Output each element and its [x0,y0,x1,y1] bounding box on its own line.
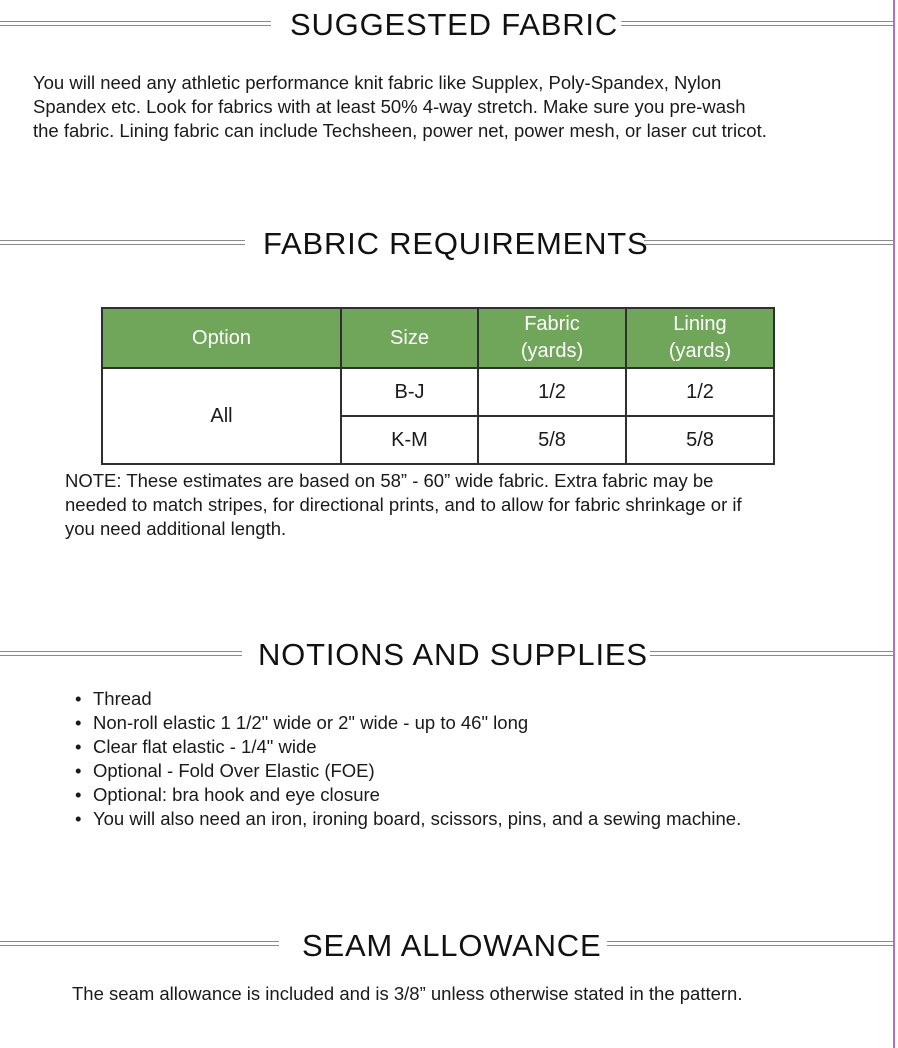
seam-allowance-text: The seam allowance is included and is 3/8” unless otherwise stated in the pattern. [72,983,743,1004]
header-unit: (yards) [520,340,584,362]
note-line: you need additional length. [65,518,287,539]
list-item: • Clear flat elastic - 1/4" wide [73,735,741,759]
heading-rule-left [0,240,245,245]
size-cell: K-M [341,416,478,464]
fabric-note [65,469,742,541]
heading-rule-right [607,941,893,946]
note-line: NOTE: These estimates are based on 58” - 60” wide fabric. Extra fabric may be [65,470,714,491]
heading-fabric-requirements: FABRIC REQUIREMENTS [263,226,649,261]
paragraph-line: the fabric. Lining fabric can include Techsheen, power net, power mesh, or laser cut tricot. [33,120,767,141]
header-label: Option [192,326,251,349]
note-line: needed to match stripes, for directional prints, and to allow for fabric shrinkage or if [65,494,742,515]
heading-rule-right [644,240,893,245]
fabric-yards-cell: 1/2 [478,368,626,416]
size-cell: B-J [341,368,478,416]
paragraph-line: You will need any athletic performance knit fabric like Supplex, Poly-Spandex, Nylon [33,72,722,93]
heading-rule-left [0,651,242,656]
column-header-fabric [478,308,626,368]
table-row [102,368,774,416]
heading-rule-right [650,651,893,656]
header-label: Fabric [524,313,580,335]
header-label: Size [390,326,429,349]
fabric-yards-cell: 5/8 [478,416,626,464]
list-item: • Optional: bra hook and eye closure [73,783,741,807]
lining-yards-cell: 1/2 [626,368,774,416]
list-item: • Optional - Fold Over Elastic (FOE) [73,759,741,783]
column-header-lining [626,308,774,368]
heading-rule-left [0,941,279,946]
suggested-fabric-paragraph [33,71,767,143]
heading-notions-supplies: NOTIONS AND SUPPLIES [258,637,648,672]
column-header-size [341,308,478,368]
fabric-requirements-table [101,307,775,465]
heading-rule-right [621,21,893,26]
heading-rule-left [0,21,271,26]
lining-yards-cell: 5/8 [626,416,774,464]
table-header-row [102,308,774,368]
page-edge-line [893,0,895,1048]
heading-suggested-fabric: SUGGESTED FABRIC [290,7,619,42]
column-header-option [102,308,341,368]
list-item: • You will also need an iron, ironing board, scissors, pins, and a sewing machine. [73,807,741,831]
list-item: • Non-roll elastic 1 1/2" wide or 2" wide - up to 46" long [73,711,741,735]
header-label: Lining [673,313,727,335]
notions-list [73,687,741,831]
option-cell: All [102,368,341,464]
list-item: • Thread [73,687,741,711]
paragraph-line: Spandex etc. Look for fabrics with at least 50% 4-way stretch. Make sure you pre-wash [33,96,746,117]
heading-seam-allowance: SEAM ALLOWANCE [302,928,602,963]
header-unit: (yards) [668,340,732,362]
